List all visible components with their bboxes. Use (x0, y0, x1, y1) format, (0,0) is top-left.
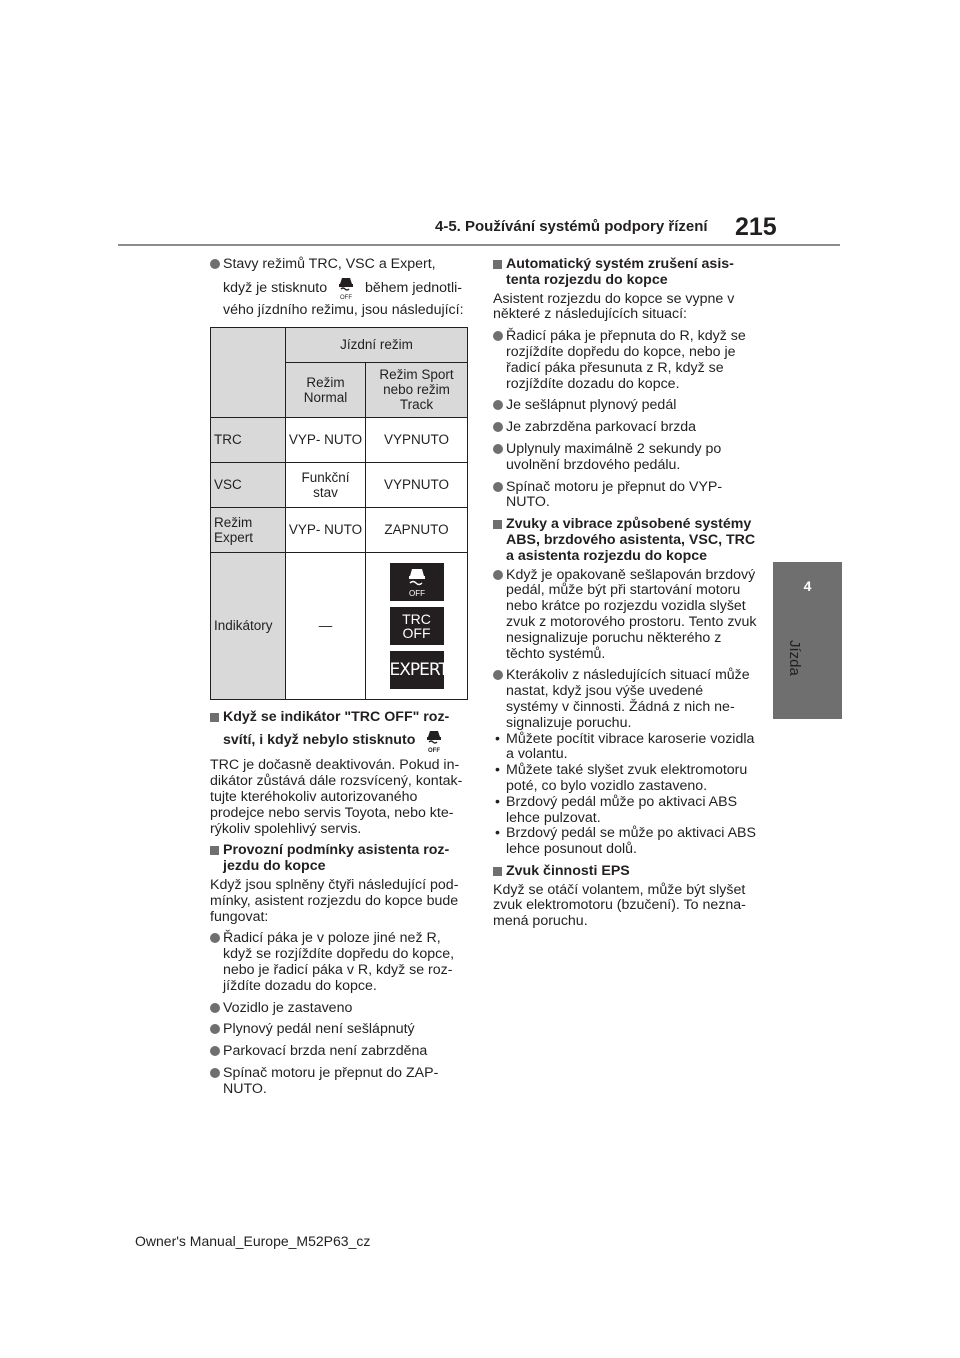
bullet-dot (493, 482, 503, 492)
s2-paragraph: Když jsou splněny čtyři následující podmínky, asistent rozjezdu do kopce bude fungovat: (210, 876, 459, 925)
list-item-text: Vozidlo je zastaveno (223, 999, 353, 1016)
s1-head-a: Když se indikátor "TRC OFF" roz- (223, 708, 450, 725)
list-item-text: Uplynuly maximálně 2 sekundy po uvolnění brzdového pedálu. (506, 440, 722, 473)
square-bullet (210, 846, 219, 855)
sub-item-text: Můžete pocítit vibrace karoserie vozidla a volantu. (506, 730, 755, 763)
bullet-dot (210, 1068, 220, 1078)
s4-head: Zvuky a vibrace způsobené systémy ABS, brzdového asistenta, VSC, TRC a asistenta rozjezdu do kopce (506, 516, 756, 564)
bullet-dot (210, 933, 220, 943)
list-item (493, 329, 758, 392)
list-item (210, 1066, 472, 1098)
list-item (210, 1022, 472, 1038)
sub-item (493, 732, 758, 764)
s1-head-b-line (223, 725, 472, 755)
intro-line-1: Stavy režimů TRC, VSC a Expert, (223, 256, 436, 272)
s3-head: Automatický systém zrušení asistenta rozjezdu do kopce (506, 256, 734, 288)
sub-item-text: Můžete také slyšet zvuk elektromotoru poté, co bylo vozidlo zastaveno. (506, 762, 748, 794)
sub-bullet: • (495, 730, 500, 747)
table-corner (211, 327, 286, 417)
col-sport: Režim Sport nebo režim Track (366, 362, 468, 417)
section-sounds-heading (493, 517, 758, 564)
s3-paragraph: Asistent rozjezdu do kopce se vypne v některé z následujících situací: (493, 290, 735, 323)
chapter-number: 4 (803, 578, 812, 594)
bullet-dot (493, 400, 503, 410)
section-auto-cancel-heading (493, 257, 758, 289)
list-item-text: Spínač motoru je přepnut do VYPNUTO. (506, 478, 723, 511)
sub-item-text: Brzdový pedál může po aktivaci ABS lehce pulzovat. (506, 793, 738, 826)
sub-item (493, 795, 758, 827)
list-item-text: Spínač motoru je přepnut do ZAPNUTO. (223, 1064, 439, 1097)
list-item-text: Když je opakovaně sešlapován brzdový pedál, může být při startování motoru nebo krátce po rozjezdu vozidla slyšet zvuk z motorového prostoru. Tento zvuk nesignalizuje poruchu některého z těchto systémů. (506, 566, 757, 662)
list-item-text: Řadicí páka je v poloze jiné než R, když se rozjíždíte dopředu do kopce, nebo je řadicí páka v R, když se rozjíždíte dozadu do kopce. (223, 930, 455, 994)
section-trc-off-heading (210, 710, 472, 756)
intro-item (210, 257, 472, 319)
list-item-text: Řadicí páka je přepnuta do R, když se rozjíždíte dopředu do kopce, nebo je řadicí páka přesunuta z R, když se rozjíždíte dozadu do kopce. (506, 328, 746, 392)
row-label-expert: Režim Expert (211, 507, 286, 552)
list-item-text: Plynový pedál není sešlápnutý (223, 1021, 415, 1038)
col-normal: Režim Normal (286, 362, 366, 417)
sub-item-text: Brzdový pedál se může po aktivaci ABS lehce posunout dolů. (506, 825, 756, 858)
s2-head: Provozní podmínky asistenta rozjezdu do kopce (223, 842, 450, 875)
modes-table (210, 327, 468, 700)
cell: VYPNUTO (366, 462, 468, 507)
square-bullet (493, 867, 502, 876)
trc-off-indicator-icon (390, 607, 444, 645)
vsc-off-switch-icon (423, 728, 445, 754)
cell: — (286, 552, 366, 699)
chapter-label-text: Jízda (786, 640, 803, 676)
sub-item (493, 826, 758, 858)
sub-bullet: • (495, 825, 500, 842)
bullet-dot (210, 1024, 220, 1034)
chapter-label (783, 640, 803, 700)
list-item-text: Je zabrzděna parkovací brzda (506, 419, 697, 436)
list-item-text: Kterákoliv z následujících situací může nastat, když jsou výše uvedené systémy v činnosti. Žádná z nich nesignalizuje poruchu. (506, 667, 750, 731)
intro-line-2 (223, 273, 472, 303)
trc-indicator-line1: TRC (402, 610, 431, 627)
header-rule (118, 244, 840, 246)
list-item-text: Je sešlápnut plynový pedál (506, 397, 677, 414)
bullet-dot (493, 570, 503, 580)
sub-item (493, 763, 758, 795)
right-column (493, 257, 758, 936)
list-item-text: Parkovací brzda není zabrzděna (223, 1043, 428, 1060)
bullet-dot (493, 331, 503, 341)
bullet-dot (210, 1003, 220, 1013)
section-title: 4-5. Používání systémů podpory řízení (435, 218, 708, 235)
bullet-dot (493, 422, 503, 432)
bullet-dot (493, 444, 503, 454)
list-item (493, 668, 758, 731)
s1-head-b: svítí, i když nebylo stisknuto (223, 732, 416, 749)
square-bullet (493, 260, 502, 269)
cell: VYP- NUTO (286, 417, 366, 462)
s5-paragraph: Když se otáčí volantem, může být slyšet zvuk elektromotoru (bzučení). To neznamená poruchu. (493, 881, 746, 930)
section-hill-start-heading (210, 843, 472, 875)
left-column (210, 257, 472, 1104)
bullet-dot (493, 670, 503, 680)
vsc-off-switch-icon (335, 275, 357, 301)
cell: VYPNUTO (366, 417, 468, 462)
square-bullet (210, 713, 219, 722)
section-eps-heading (493, 864, 758, 880)
bullet-dot (210, 1046, 220, 1056)
indicator-off-label: OFF (408, 588, 425, 598)
s5-head: Zvuk činnosti EPS (506, 862, 630, 879)
row-label-vsc: VSC (211, 462, 286, 507)
page-number: 215 (735, 213, 777, 241)
list-item (210, 1044, 472, 1060)
icon-off-label: OFF (428, 747, 441, 754)
icon-off-label: OFF (340, 295, 353, 302)
square-bullet (493, 520, 502, 529)
sub-bullet: • (495, 762, 500, 779)
intro-line-2a: když je stisknuto (223, 279, 328, 296)
s1-paragraph: TRC je dočasně deaktivován. Pokud indikátor zůstává dále rozsvícený, kontaktujte kteréhokoliv autorizovaného prodejce nebo servis Toyota, nebo kterýkoliv spolehlivý servis. (210, 757, 463, 837)
expert-indicator-icon: EXPERT (390, 651, 444, 689)
cell: VYP- NUTO (286, 507, 366, 552)
list-item (493, 442, 758, 474)
indicator-cell (366, 552, 468, 699)
list-item (210, 1001, 472, 1017)
intro-line-3: vého jízdního režimu, jsou následující: (223, 301, 464, 318)
list-item (493, 480, 758, 512)
trc-indicator-line2: OFF (402, 624, 431, 641)
vsc-off-indicator-icon (390, 563, 444, 601)
row-label-indicators: Indikátory (211, 552, 286, 699)
intro-line-2b: během jednotli- (365, 279, 463, 296)
sub-bullet: • (495, 793, 500, 810)
table-group-header: Jízdní režim (286, 327, 468, 362)
list-item (210, 931, 472, 994)
cell: Funkční stav (286, 462, 366, 507)
footer: Owner's Manual_Europe_M52P63_cz (135, 1233, 371, 1249)
list-item (493, 420, 758, 436)
bullet-dot (210, 259, 220, 269)
list-item (493, 398, 758, 414)
cell: ZAPNUTO (366, 507, 468, 552)
list-item (493, 568, 758, 663)
row-label-trc: TRC (211, 417, 286, 462)
